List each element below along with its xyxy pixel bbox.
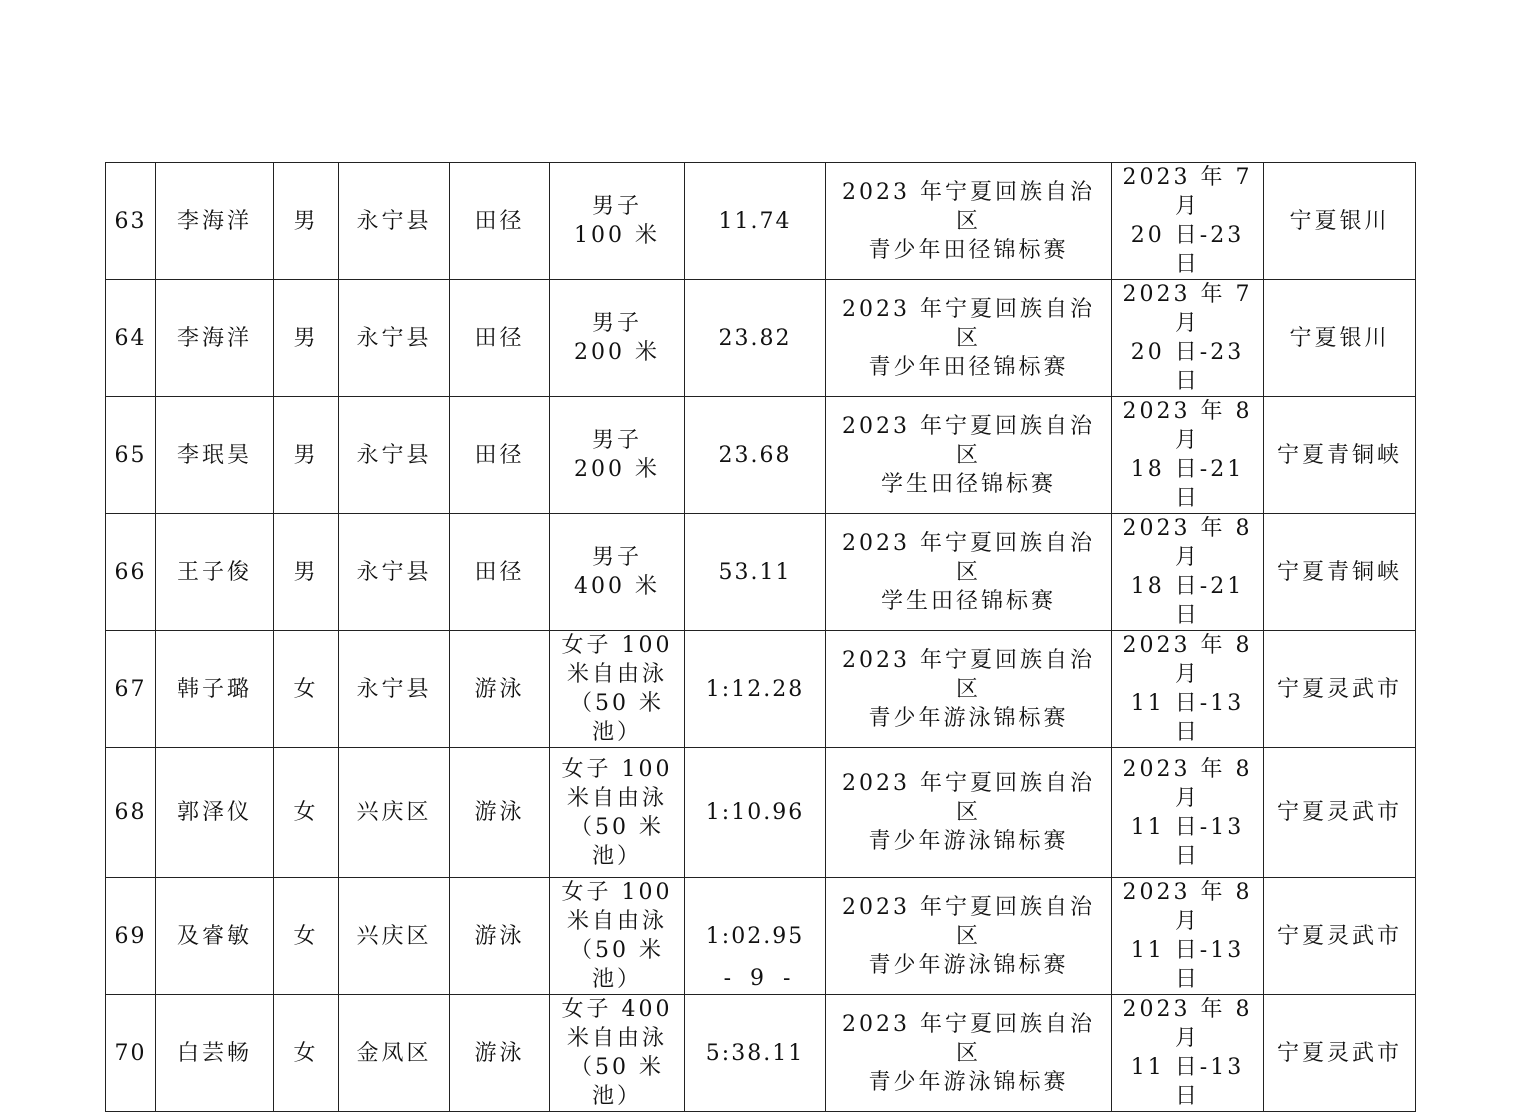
competition-cell: 2023 年宁夏回族自治区 青少年游泳锦标赛: [826, 995, 1112, 1112]
table-row: [106, 631, 1416, 748]
competition-cell: 2023 年宁夏回族自治区 学生田径锦标赛: [826, 514, 1112, 631]
location-cell: 宁夏灵武市: [1264, 631, 1416, 748]
date-cell: 2023 年 8 月 18 日-21 日: [1112, 514, 1264, 631]
location-cell: 宁夏银川: [1264, 280, 1416, 397]
event-cell: 男子 400 米: [550, 514, 685, 631]
region-cell: 兴庆区: [339, 878, 450, 995]
athlete-name-cell: 白芸畅: [156, 995, 274, 1112]
region-cell: 金凤区: [339, 995, 450, 1112]
region-cell: 永宁县: [339, 397, 450, 514]
competition-cell: 2023 年宁夏回族自治区 青少年田径锦标赛: [826, 163, 1112, 280]
event-cell: 女子 100 米自由泳 （50 米 池）: [550, 878, 685, 995]
gender-cell: 女: [274, 995, 339, 1112]
gender-cell: 女: [274, 748, 339, 878]
region-cell: 永宁县: [339, 163, 450, 280]
gender-cell: 女: [274, 631, 339, 748]
competition-cell: 2023 年宁夏回族自治区 学生田径锦标赛: [826, 397, 1112, 514]
competition-cell: 2023 年宁夏回族自治区 青少年游泳锦标赛: [826, 878, 1112, 995]
athlete-name-cell: 李海洋: [156, 163, 274, 280]
athlete-name-cell: 王子俊: [156, 514, 274, 631]
location-cell: 宁夏银川: [1264, 163, 1416, 280]
region-cell: 永宁县: [339, 514, 450, 631]
result-cell: 11.74: [685, 163, 826, 280]
table-row: [106, 280, 1416, 397]
row-number-cell: 69: [106, 878, 156, 995]
row-number-cell: 66: [106, 514, 156, 631]
gender-cell: 女: [274, 878, 339, 995]
sport-cell: 田径: [450, 163, 550, 280]
row-number-cell: 70: [106, 995, 156, 1112]
sport-cell: 游泳: [450, 631, 550, 748]
event-cell: 女子 100 米自由泳 （50 米 池）: [550, 748, 685, 878]
gender-cell: 男: [274, 163, 339, 280]
sport-cell: 游泳: [450, 748, 550, 878]
row-number-cell: 67: [106, 631, 156, 748]
result-cell: 23.68: [685, 397, 826, 514]
table-row: [106, 397, 1416, 514]
row-number-cell: 65: [106, 397, 156, 514]
date-cell: 2023 年 7 月 20 日-23 日: [1112, 163, 1264, 280]
date-cell: 2023 年 8 月 11 日-13 日: [1112, 748, 1264, 878]
competition-cell: 2023 年宁夏回族自治区 青少年游泳锦标赛: [826, 748, 1112, 878]
date-cell: 2023 年 8 月 11 日-13 日: [1112, 995, 1264, 1112]
result-cell: 1:10.96: [685, 748, 826, 878]
date-cell: 2023 年 7 月 20 日-23 日: [1112, 280, 1264, 397]
date-cell: 2023 年 8 月 11 日-13 日: [1112, 631, 1264, 748]
location-cell: 宁夏灵武市: [1264, 748, 1416, 878]
result-cell: 1:02.95: [685, 878, 826, 995]
table-row: [106, 995, 1416, 1112]
table-row: [106, 748, 1416, 878]
sport-cell: 游泳: [450, 878, 550, 995]
row-number-cell: 64: [106, 280, 156, 397]
location-cell: 宁夏青铜峡: [1264, 397, 1416, 514]
sport-cell: 田径: [450, 280, 550, 397]
athlete-name-cell: 李珉昊: [156, 397, 274, 514]
date-cell: 2023 年 8 月 18 日-21 日: [1112, 397, 1264, 514]
region-cell: 兴庆区: [339, 748, 450, 878]
athlete-name-cell: 及睿敏: [156, 878, 274, 995]
competition-cell: 2023 年宁夏回族自治区 青少年田径锦标赛: [826, 280, 1112, 397]
gender-cell: 男: [274, 280, 339, 397]
table-row: [106, 514, 1416, 631]
event-cell: 男子 200 米: [550, 280, 685, 397]
athlete-name-cell: 郭泽仪: [156, 748, 274, 878]
sport-cell: 游泳: [450, 995, 550, 1112]
table-row: [106, 163, 1416, 280]
sport-cell: 田径: [450, 514, 550, 631]
gender-cell: 男: [274, 397, 339, 514]
result-cell: 53.11: [685, 514, 826, 631]
competition-cell: 2023 年宁夏回族自治区 青少年游泳锦标赛: [826, 631, 1112, 748]
region-cell: 永宁县: [339, 280, 450, 397]
page-number: - 9 -: [723, 966, 797, 991]
event-cell: 女子 400 米自由泳 （50 米 池）: [550, 995, 685, 1112]
event-cell: 男子 100 米: [550, 163, 685, 280]
result-cell: 1:12.28: [685, 631, 826, 748]
athlete-name-cell: 李海洋: [156, 280, 274, 397]
location-cell: 宁夏灵武市: [1264, 878, 1416, 995]
location-cell: 宁夏青铜峡: [1264, 514, 1416, 631]
gender-cell: 男: [274, 514, 339, 631]
date-cell: 2023 年 8 月 11 日-13 日: [1112, 878, 1264, 995]
row-number-cell: 68: [106, 748, 156, 878]
event-cell: 女子 100 米自由泳 （50 米 池）: [550, 631, 685, 748]
result-cell: 5:38.11: [685, 995, 826, 1112]
athlete-name-cell: 韩子璐: [156, 631, 274, 748]
location-cell: 宁夏灵武市: [1264, 995, 1416, 1112]
row-number-cell: 63: [106, 163, 156, 280]
result-cell: 23.82: [685, 280, 826, 397]
event-cell: 男子 200 米: [550, 397, 685, 514]
sport-cell: 田径: [450, 397, 550, 514]
region-cell: 永宁县: [339, 631, 450, 748]
